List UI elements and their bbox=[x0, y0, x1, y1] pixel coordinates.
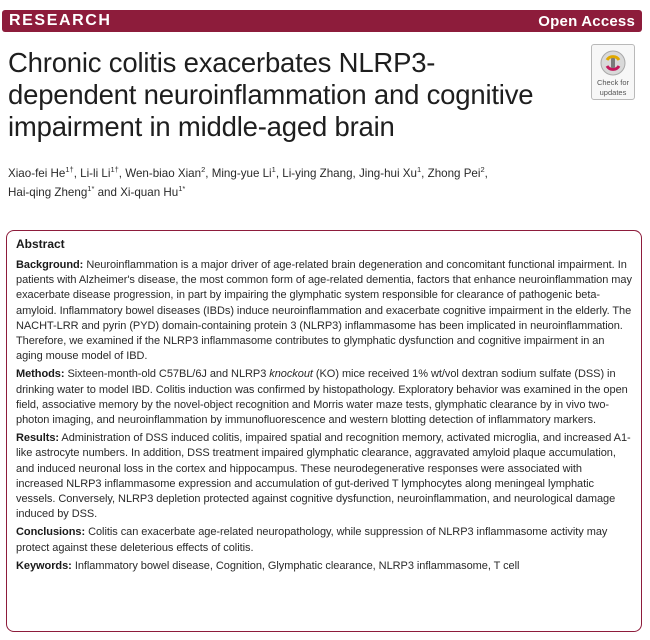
methods-text-2: (KO) mice received 1% wt/vol dextran sodium sulfate (DSS) in drinking water to model IBD. Colitis induction was confirmed by histopathology. Exploratory behavior was examined in the open field, associative memory by the novel-object recognition and Morris water maze tests, glymphatic clearance by in vivo two-photon imaging, and neuroinflammation by immunofluorescence and western blotting detection of inflammatory markers. bbox=[16, 368, 628, 427]
open-access-label: Open Access bbox=[538, 12, 635, 30]
author-affiliation: 2 bbox=[480, 165, 485, 175]
background-text: Neuroinflammation is a major driver of age-related brain degeneration and concomitant functional impairment. In patients with Alzheimer's disease, the most common form of age-related dementia, factors that enhance neuroinflammation may exacerbate disease progression, in part by impairing the glymphatic system responsible for clearance of pathogenic beta-amyloid. Inflammatory bowel diseases (IBDs) induce neuroinflammation and exacerbate cognitive impairment in the elderly. The NACHT-LRR and pyrin (PYD) domain-containing protein 3 (NLRP3) inflammasome has been implicated in neuroinflammation. Therefore, we examined if the NLRP3 inflammasome contributes to glymphatic dysfunction and cognitive impairment in an aging mouse model of IBD. bbox=[16, 259, 632, 363]
author-affiliation: 1* bbox=[178, 184, 186, 194]
author-affiliation: 1† bbox=[65, 165, 74, 175]
author-affiliation: 1† bbox=[110, 165, 119, 175]
abstract-heading: Abstract bbox=[16, 237, 65, 251]
author-affiliation: 1 bbox=[271, 165, 276, 175]
check-for-updates-icon bbox=[599, 49, 627, 77]
results-text: Administration of DSS induced colitis, impaired spatial and recognition memory, activated microglia, and increased A1-like astrocyte numbers. In addition, DSS treatment impaired glymphatic clearance, aggravated amyloid plaque accumulation, and induced neuronal loss in the cortex and hippocampus. These neurodegenerative responses were associated with increased NLRP3 inflammasome expression and accumulation of gut-derived T lymphocytes along meningeal lymphatic vessels. Conversely, NLRP3 depletion protected against cognitive dysfunction, neuroinflammation, and neurological damage induced by DSS. bbox=[16, 432, 631, 521]
author-name[interactable]: Li-li Li bbox=[80, 167, 111, 180]
author-name[interactable]: Ming-yue Li bbox=[211, 167, 272, 180]
methods-italic: knockout bbox=[269, 368, 313, 381]
author-affiliation: 1 bbox=[416, 165, 422, 175]
author-name[interactable]: Xiao-fei He bbox=[8, 167, 66, 180]
author-affiliation: 1* bbox=[87, 184, 95, 194]
abstract-conclusions bbox=[16, 525, 632, 555]
check-for-updates-badge[interactable] bbox=[591, 44, 635, 100]
badge-line-2: updates bbox=[599, 88, 627, 97]
methods-label: Methods: bbox=[16, 368, 65, 381]
abstract-keywords bbox=[16, 559, 632, 574]
author-name[interactable]: Hai-qing Zheng bbox=[8, 186, 88, 199]
methods-text-1: Sixteen-month-old C57BL/6J and NLRP3 bbox=[67, 368, 270, 381]
author-name[interactable]: Wen-biao Xian bbox=[125, 167, 202, 180]
keywords-label: Keywords: bbox=[16, 559, 72, 572]
author-name[interactable]: Xi-quan Hu bbox=[120, 186, 179, 199]
abstract-results bbox=[16, 431, 632, 522]
conclusions-text: Colitis can exacerbate age-related neuropathology, while suppression of NLRP3 inflammasome activity may protect against these deleterious effects of colitis. bbox=[16, 526, 608, 554]
conclusions-label: Conclusions: bbox=[16, 526, 86, 539]
author-name[interactable]: Jing-hui Xu bbox=[358, 167, 417, 180]
abstract-box bbox=[6, 230, 642, 632]
author-list: Xiao-fei $He^{1\dagger}$, Li-li $Li^{1\dagger}$, Wen-biao Xian$^2$, Ming-yue Li$^1$, Li-ying Zhang, Jing-hui Xu$^1$, Zhong Pei$^2$, Hai-qing Zheng$^{1*}$ and Xi-quan $Hu^{1*}$ bbox=[8, 165, 488, 199]
article-title: Chronic colitis exacerbates NLRP3-dependent neuroinflammation and cognitive impairment in middle-aged brain bbox=[8, 47, 534, 142]
abstract-methods bbox=[16, 367, 632, 428]
section-label: RESEARCH bbox=[9, 12, 112, 29]
abstract-background bbox=[16, 258, 632, 364]
results-label: Results: bbox=[16, 432, 59, 445]
badge-line-1: Check for bbox=[596, 78, 630, 87]
author-connector: and bbox=[97, 186, 117, 199]
keywords-text: Inflammatory bowel disease, Cognition, Glymphatic clearance, NLRP3 inflammasome, T cell bbox=[74, 559, 520, 572]
background-label: Background: bbox=[16, 259, 84, 271]
author-affiliation: 2 bbox=[201, 165, 206, 175]
article-type-banner bbox=[2, 10, 642, 32]
author-name[interactable]: Zhong Pei bbox=[427, 167, 481, 180]
author-name[interactable]: Li-ying Zhang bbox=[282, 167, 353, 180]
